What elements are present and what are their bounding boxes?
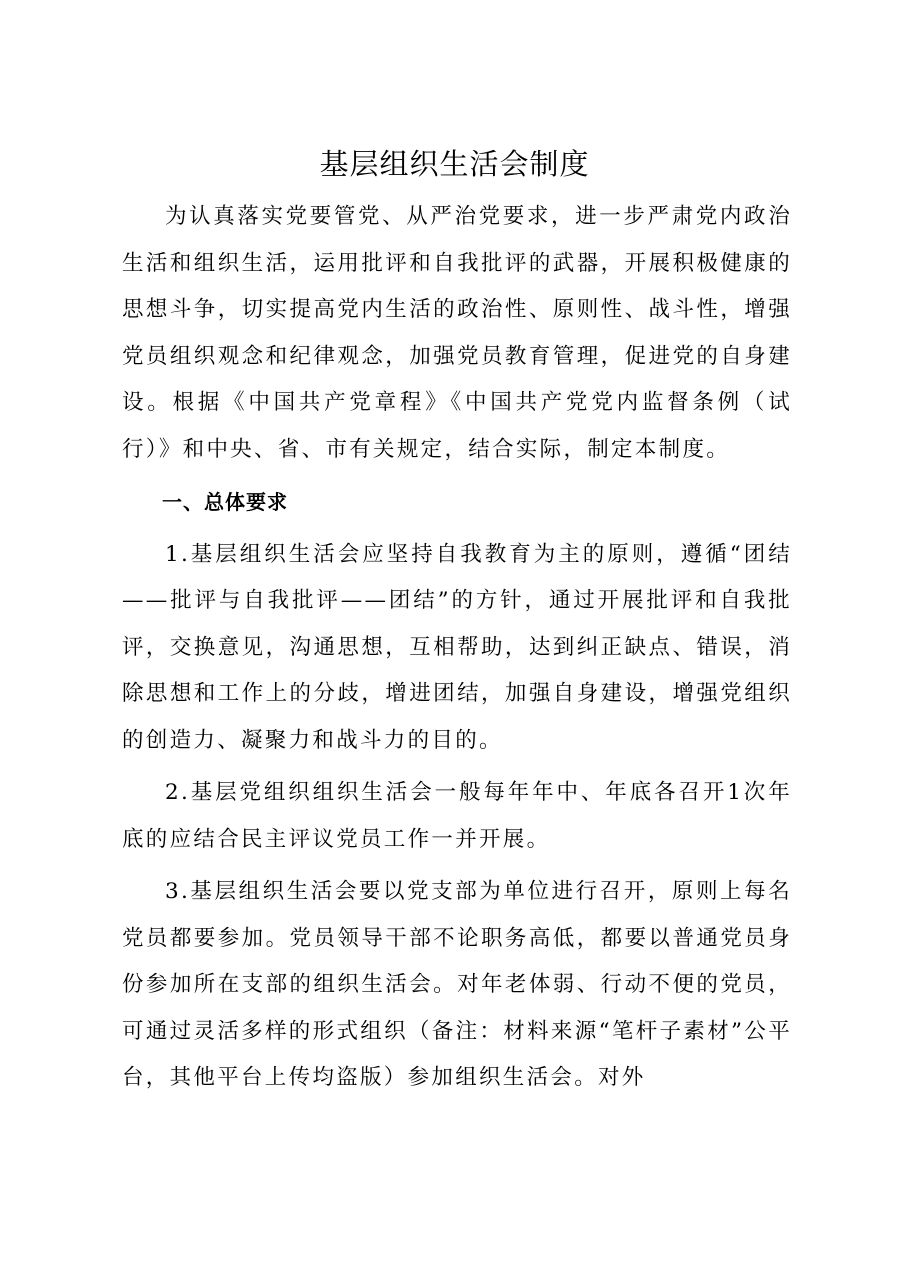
- intro-paragraph: 为认真落实党要管党、从严治党要求，进一步严肃党内政治生活和组织生活，运用批评和自我批评的武器，开展积极健康的思想斗争，切实提高党内生活的政治性、原则性、战斗性，增强党员组织观念和纪律观念，加强党员教育管理，促进党的自身建设。根据《中国共产党章程》《中国共产党党内监督条例（试行）》和中央、省、市有关规定，结合实际，制定本制度。: [122, 204, 792, 462]
- item-1-paragraph: 1.基层组织生活会应坚持自我教育为主的原则，遵循“团结——批评与自我批评——团结”的方针，通过开展批评和自我批评，交换意见，沟通思想，互相帮助，达到纠正缺点、错误，消除思想和工作上的分歧，增进团结，加强自身建设，增强党组织的创造力、凝聚力和战斗力的目的。: [122, 541, 792, 753]
- document-body: [122, 194, 792, 1102]
- document-title: 基层组织生活会制度: [319, 147, 590, 181]
- section-heading: 一、总体要求: [162, 490, 288, 514]
- item-2-paragraph: 2.基层党组织组织生活会一般每年年中、年底各召开1次年底的应结合民主评议党员工作一并开展。: [122, 780, 792, 852]
- item-3-paragraph: 3.基层组织生活会要以党支部为单位进行召开，原则上每名党员都要参加。党员领导干部不论职务高低，都要以普通党员身份参加所在支部的组织生活会。对年老体弱、行动不便的党员，可通过灵活多样的形式组织（备注：材料来源“笔杆子素材”公平台，其他平台上传均盗版）参加组织生活会。对外: [122, 879, 792, 1090]
